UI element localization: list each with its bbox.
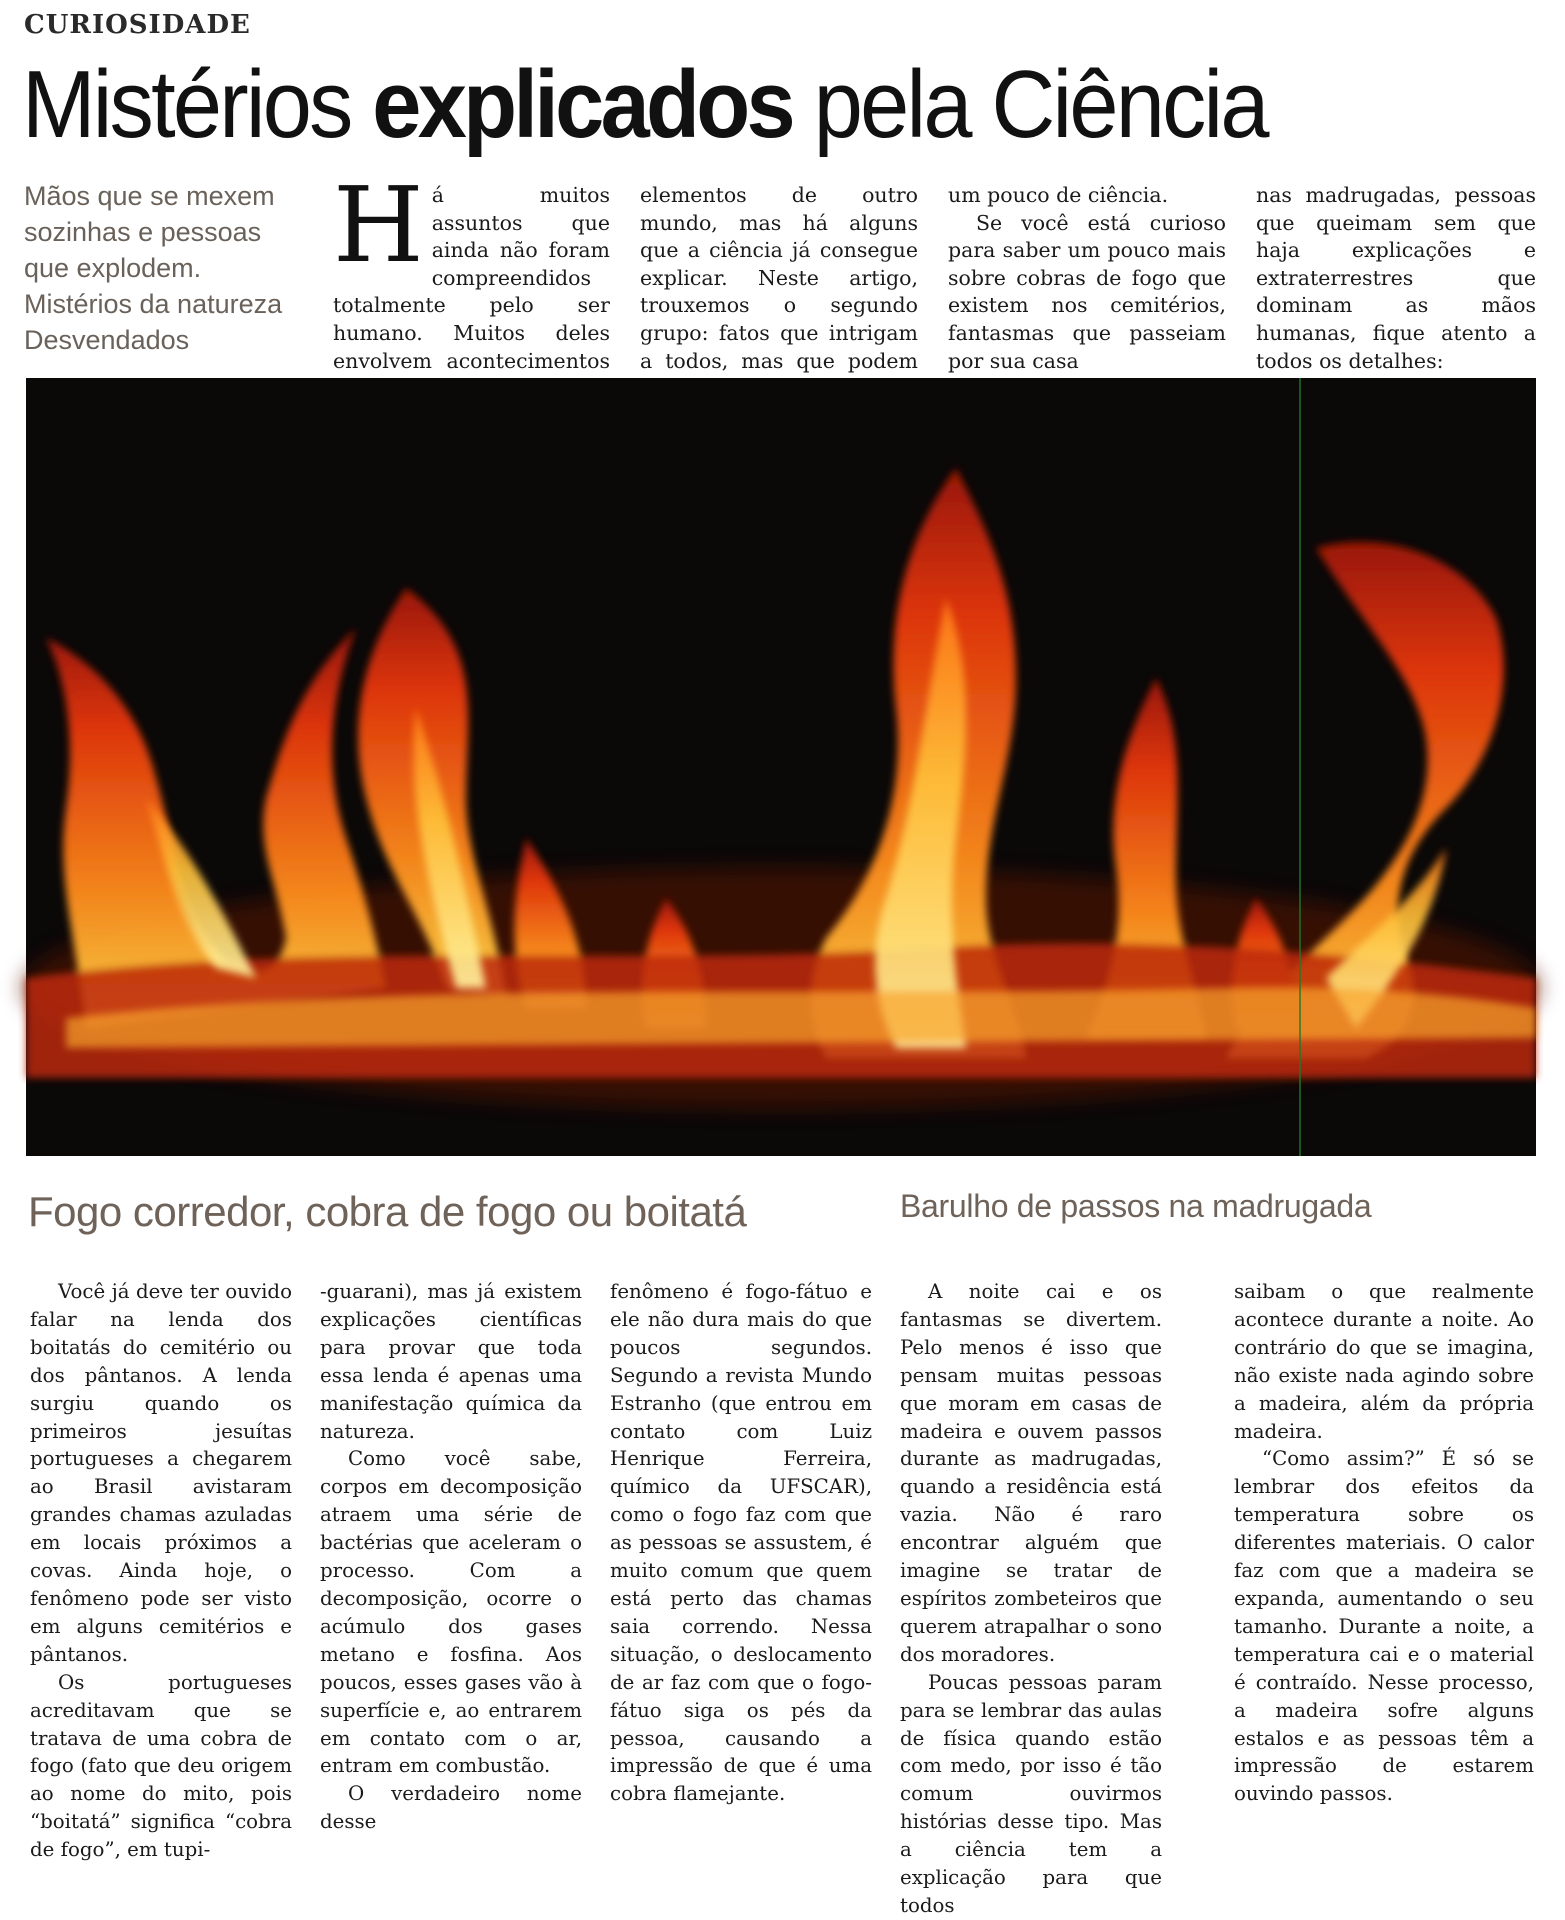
fire-photo bbox=[26, 378, 1536, 1156]
deck-subtitle bbox=[24, 178, 314, 358]
headline-part-3: pela Ciência bbox=[791, 51, 1267, 158]
paragraph: saibam o que realmente acontece durante a noite. Ao contrário do que se imagina, não existe nada agindo sobre a madeira, além da própria madeira. bbox=[1234, 1280, 1534, 1443]
intro-column-2 bbox=[640, 182, 918, 373]
paragraph: Os portugueses acreditavam que se tratava de uma cobra de fogo (fato que deu origem ao nome do mito, pois “boitatá” significa “cobra de fogo”, em tupi- bbox=[30, 1670, 292, 1862]
paragraph: A noite cai e os fantasmas se divertem. Pelo menos é isso que pensam muitas pessoas que moram em casas de madeira e ouvem passos durante as madrugadas, quando a residência está vazia. Não é raro encontrar alguém que imagine se tratar de espíritos zombeteiros que querem atrapalhar o sono dos moradores. bbox=[900, 1280, 1162, 1666]
headline-part-2: explicados bbox=[372, 51, 792, 158]
section-title-barulho-passos: Barulho de passos na madrugada bbox=[900, 1188, 1372, 1224]
headline-part-1: Mistérios bbox=[22, 51, 373, 158]
intro-text: á muitos assuntos que ainda não foram compreendidos totalmente pelo ser humano. Muitos deles envolvem acontecimentos bbox=[333, 183, 610, 373]
section-title-fogo-corredor: Fogo corredor, cobra de fogo ou boitatá bbox=[28, 1188, 747, 1235]
article-column-4 bbox=[900, 1278, 1162, 1917]
intro-text: Se você está curioso para saber um pouco mais sobre cobras de fogo que existem nos cemitérios, fantasmas que passeiam por sua casa bbox=[948, 210, 1226, 373]
article-column-3 bbox=[610, 1278, 872, 1806]
flames-illustration bbox=[26, 378, 1536, 1156]
paragraph: “Como assim?” É só se lembrar dos efeitos da temperatura sobre os diferentes materiais. O calor faz com que a madeira se expanda, aumentando o seu tamanho. Durante a noite, a temperatura cai e o material é contraído. Nesse processo, a madeira sofre alguns estalos e as pessoas têm a impressão de estarem ouvindo passos. bbox=[1234, 1447, 1534, 1806]
deck-line: Mãos que se mexem bbox=[24, 181, 275, 211]
paragraph: O verdadeiro nome desse bbox=[320, 1782, 582, 1834]
intro-column-1 bbox=[333, 164, 610, 373]
paragraph: -guarani), mas já existem explicações científicas para provar que toda essa lenda é apenas uma manifestação química da natureza. bbox=[320, 1280, 582, 1443]
article-column-5 bbox=[1234, 1278, 1534, 1806]
dropcap: H bbox=[333, 164, 424, 286]
deck-line: sozinhas e pessoas bbox=[24, 217, 262, 247]
intro-column-3 bbox=[948, 182, 1226, 373]
intro-text: elementos de outro mundo, mas há alguns que a ciência já consegue explicar. Neste artigo, trouxemos o segundo grupo: fatos que intrigam a todos, mas que podem bbox=[640, 183, 918, 373]
deck-line: Mistérios da natureza bbox=[24, 289, 283, 319]
article-column-1 bbox=[30, 1278, 292, 1862]
paragraph: Como você sabe, corpos em decomposição atraem uma série de bactérias que aceleram o processo. Com a decomposição, ocorre o acúmulo dos gases metano e fosfina. Aos poucos, esses gases vão à superfície e, ao entrarem em contato com o ar, entram em combustão. bbox=[320, 1447, 582, 1778]
section-kicker: CURIOSIDADE bbox=[24, 10, 251, 40]
paragraph: Você já deve ter ouvido falar na lenda dos boitatás do cemitério ou dos pântanos. A lenda surgiu quando os primeiros jesuítas portugueses a chegarem ao Brasil avistaram grandes chamas azuladas em locais próximos a covas. Ainda hoje, o fenômeno pode ser visto em alguns cemitérios e pântanos. bbox=[30, 1280, 292, 1666]
headline bbox=[22, 50, 1420, 160]
paragraph: fenômeno é fogo-fátuo e ele não dura mais do que poucos segundos. Segundo a revista Mundo Estranho (que entrou em contato com Luiz Henrique Ferreira, químico da UFSCAR), como o fogo faz com que as pessoas se assustem, é muito comum que quem está perto das chamas saia correndo. Nessa situação, o deslocamento de ar faz com que o fogo-fátuo siga os pés da pessoa, causando a impressão de que é uma cobra flamejante. bbox=[610, 1280, 872, 1806]
intro-column-4 bbox=[1256, 182, 1536, 373]
paragraph: Poucas pessoas param para se lembrar das aulas de física quando estão com medo, por isso é tão comum ouvirmos histórias desse tipo. Mas a ciência tem a explicação para que todos bbox=[900, 1670, 1162, 1917]
deck-line: que explodem. bbox=[24, 253, 202, 283]
deck-line: Desvendados bbox=[24, 325, 190, 355]
intro-text: nas madrugadas, pessoas que queimam sem que haja explicações e extraterrestres que dominam as mãos humanas, fique atento a todos os detalhes: bbox=[1256, 183, 1536, 373]
intro-text: um pouco de ciência. bbox=[948, 183, 1169, 207]
article-column-2 bbox=[320, 1278, 582, 1834]
